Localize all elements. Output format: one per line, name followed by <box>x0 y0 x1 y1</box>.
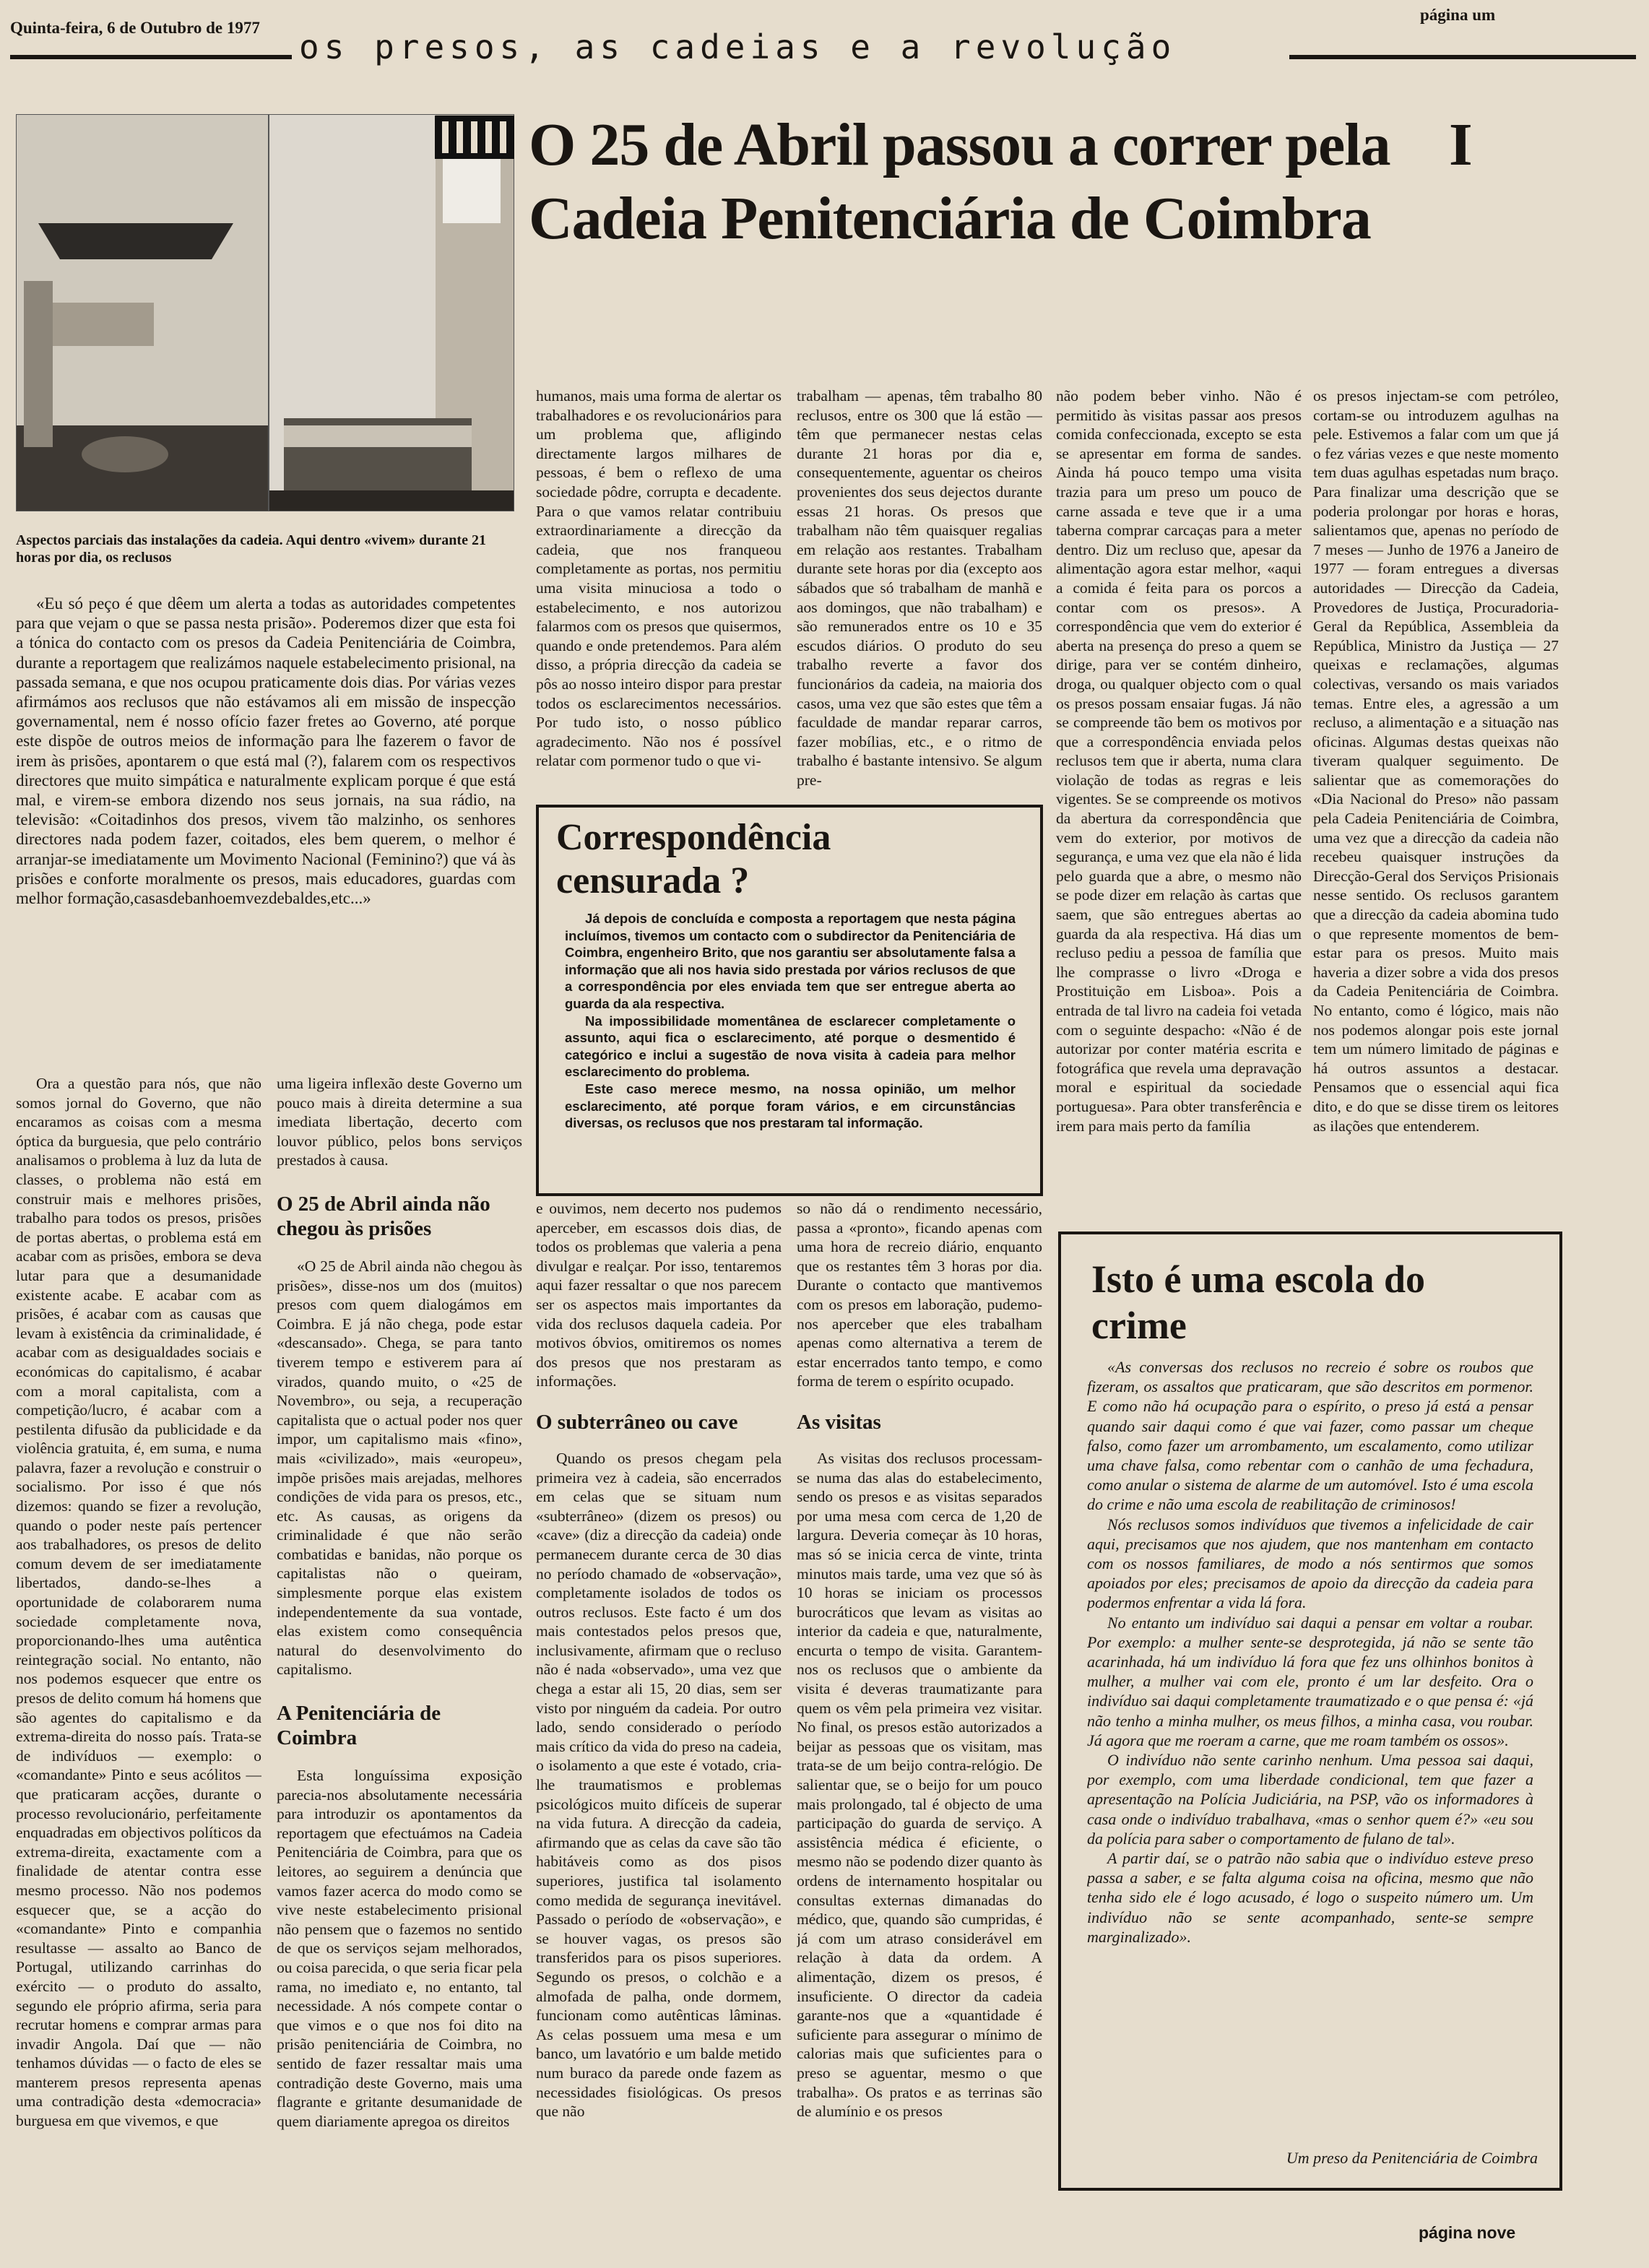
school-of-crime-body <box>1087 1357 1533 2123</box>
column-4-text: não podem beber vinho. Não é permitido às visitas passar aos presos comida confeccionada, excepto se esta se apresentar em forma de sandes. Ainda há pouco tempo uma visita trazia para um preso um pouco de carne assada e teve que ir a uma taberna comprar carcaças para a meter dentro. Diz um recluso que, apesar da alimentação agora estar melhor, «aqui a comida é feita para os porcos a contar com os presos». A correspondência que vem do exterior é aberta na presença do preso a quem se dirige, para ver se contém dinheiro, droga, ou qualquer objecto com o qual os presos possam ensaiar fugas. Já não se compreende tão bem os motivos por que a correspondência enviada pelos reclusos tem que ir aberta, numa clara violação de todas as regras e leis vigentes. Se se compreende os motivos da abertura da correspondência que vem do exterior, por motivos de segurança, e uma vez que ela não é lida pelo guarda que a abre, o mesmo não se pode dizer em relação às cartas que saem, que são entregues abertas ao guarda da ala respectiva. Há dias um recluso pediu a pessoa de família que lhe comprasse o livro «Droga e Prostituição em Lisboa». Pois a entrada de tal livro na cadeia foi vetada com o seguinte despacho: «Não é de autorizar por conter matéria escrita e fotográfica que revela uma depravação moral e espiritual da sociedade portuguesa». Para obter transferência e irem para mais perto da família <box>1056 387 1302 1135</box>
column-2-bottom-text-a: uma ligeira inflexão deste Governo um pouco mais à direita determine a sua imediata libertação, decerto com louvor público, pelos bons serviços prestados à causa. <box>277 1075 522 1169</box>
column-4-bottom-text-b: As visitas dos reclusos processam-se numa das alas do estabelecimento, sendo os presos e as visitas separados por uma mesa com cerca de 1,20 de largura. Deveria começar às 10 horas, mas só se inicia cerca de vinte, trinta minutos mais tarde, uma vez que só às 10 horas se iniciam os processos burocráticos que levam as visitas ao interior da cadeia e que, naturalmente, encurta o tempo de visita. Garantem-nos os reclusos que o ambiente da visita é deveras traumatizante para quem os vêm pela primeira vez visitar. No final, os presos estão autorizados a beijar as pessoas que os visitam, mas trata-se de um beijo contra-relógio. De salientar que, se o beijo for um pouco mais prolongado, tal é objecto de uma participação do guarda de serviço. A assistência médica é eficiente, o mesmo não se podendo dizer quanto às ordens de internamento hospitalar ou consultas externas dimanadas do médico, que, quando são cumpridas, é já com um atraso considerável em relação à data da ordem. A alimentação, dizem os presos, é insuficiente. O director da cadeia garante-nos que a «quantidade é suficiente para assegurar o mínimo de calorias mais que suficientes para o preso se aguentar, mesmo o que trabalha». Os pratos e as terrinas são de alumínio e os presos <box>797 1449 1042 2121</box>
correspondence-box-paragraph: Este caso merece mesmo, na nossa opinião, um melhor esclarecimento, até porque foram vários, e em circunstâncias diversas, os reclusos que nos prestaram tal informação. <box>565 1081 1016 1131</box>
column-2-top-text: humanos, mais uma forma de alertar os trabalhadores e os revolucionários para um problema que, afligindo directamente largos milhares de pessoas, é bem o reflexo de uma sociedade pôdre, corrupta e decadente. Para o que vamos relatar contribuiu extraordinariamente a direcção da cadeia, que nos franqueou completamente as portas, nos permitiu uma visita minuciosa a todo o estabelecimento, e nos autorizou falarmos com os presos que quisermos, quando e onde pretendemos. Para além disso, a própria direcção da cadeia se pôs ao nosso inteiro dispor para prestar todos os esclarecimentos necessários. Por tudo isto, o nosso público agradecimento. Não nos é possível relatar com pormenor tudo o que vi- <box>536 387 782 770</box>
correspondence-box-body <box>565 910 1016 1185</box>
column-5-text: os presos injectam-se com petróleo, cortam-se ou introduzem agulhas na pele. Estivemos a falar com um que já o fez várias vezes e que neste momento tem duas agulhas espetadas num braço. Para finalizar uma descrição que se poderia prolongar por horas e horas, salientamos que, apenas no período de 7 meses — Junho de 1976 a Janeiro de 1977 — foram entregues a diversas autoridades — Direcção da Cadeia, Provedores de Justiça, Procuradoria-Geral da República, Assembleia da República, Ministro da Justiça — 27 queixas e reclamações, algumas colectivas, versando os mais variados temas. Entre eles, a agressão a um recluso, a alimentação e a situação nas oficinas. Algumas destas queixas não tiveram qualquer seguimento. De salientar que as comemorações do «Dia Nacional do Preso» não passam pela Cadeia Penitenciária de Coimbra, uma vez que a direcção da cadeia não recebeu quaisquer instruções da Direcção-Geral dos Serviços Prisionais nesse sentido. Os reclusos garantem que a direcção da cadeia abomina tudo o que represente momentos de bem-estar para os presos. Muito mais haveria a dizer sobre a vida dos presos da Cadeia Penitenciária de Coimbra. No entanto, como é lógico, mais não nos podemos alongar pois este jornal tem um número limitado de páginas e há outros assuntos a destacar. Pensamos que o essencial aqui fica dito, e do que se disse tirem os leitores as ilações que entenderem. <box>1313 387 1559 1135</box>
correspondence-box <box>536 805 1043 1196</box>
column-1 <box>16 1074 261 2253</box>
subhead-25-abril: O 25 de Abril ainda não chegou às prisões <box>277 1192 490 1240</box>
school-of-crime-signature: Um preso da Penitenciária de Coimbra <box>1286 2149 1538 2167</box>
headline: O 25 de Abril passou a correr pela Cadeia Penitenciária de Coimbra <box>529 111 1390 252</box>
subhead-penitenciaria: A Penitenciária de Coimbra <box>277 1702 441 1750</box>
column-4-bottom <box>797 1199 1042 2254</box>
school-of-crime-paragraph: Nós reclusos somos indivíduos que tivemos a infelicidade de cair aqui, precisamos que nos ajudem, que nos mantenham em contacto com os nossos familiares, de modo a nós sentirmos que somos apoiados por eles; precisamos de apoio da direcção da cadeia para podermos enfrentar a vida lá fora. <box>1087 1515 1533 1612</box>
school-of-crime-paragraph: No entanto um indivíduo sai daqui a pensar em voltar a roubar. Por exemplo: a mulher sente-se desprotegida, já não se sente tão acarinhada, há um indivíduo lá fora que fez uns olhinhos bonitos à mulher, a mulher vai com ele, pronto é um lar desfeito. Ora o indivíduo sai daqui completamente traumatizado e o que pensa é: «já não tenho a minha mulher, os meus filhos, a minha casa, vou roubar. Já agora que me roeram a carne, que me roam também os ossos». <box>1087 1613 1533 1749</box>
column-2-bottom-text-b: «O 25 de Abril ainda não chegou às prisões», disse-nos um dos (muitos) presos com quem dialogámos em Coimbra. E já não chega, pode estar «descansado». Chega, se para tanto tiverem tempo e estiverem para aí virados, quando muito, o «25 de Novembro», ou seja, a recuperação capitalista que o actual poder nos quer impor, um capitalismo mais «fino», mais «civilizado», mais «europeu», impõe prisões mais arejadas, melhores condições de vida para os presos, etc., etc. As causas, as origens da criminalidade é que não serão combatidas e banidas, não porque os capitalistas não o queiram, simplesmente porque elas existem independentemente da sua vontade, elas existem como consequência natural do desenvolvimento do capitalismo. <box>277 1257 522 1679</box>
headline-part: I <box>1449 111 1473 178</box>
photo-caption: Aspectos parciais das instalações da cadeia. Aqui dentro «vivem» durante 21 horas por dia, os reclusos <box>16 532 486 566</box>
lead-paragraph: «Eu só peço é que dêem um alerta a todas as autoridades competentes para que vejam o que se passa nesta prisão». Poderemos dizer que esta foi a tónica do contacto com os presos da Cadeia Penitenciária de Coimbra, durante a reportagem que realizámos naquele estabelecimento prisional, na passada semana, e que nos ocupou praticamente dois dias. Por várias vezes afirmámos aos reclusos que não estávamos ali em missão de inspecção governamental, nem é nosso ofício fazer fretes ao Governo, até porque este dispõe de outros meios de informação para lhe fazerem o favor de irem às prisões, apontarem o que está mal (?), falarem com os respectivos directores que muito simpática e naturalmente explicam porque é que está mal, e virem-se embora dizendo nos seus jornais, na sua rádio, na televisão: «Coitadinhos dos presos, vivem tão malzinho, os senhores directores nada podem fazer, coitados, eles bem querem, o melhor é arranjar-se imediatamente um Movimento Nacional (Feminino?) que vá às prisões e conforte moralmente os presos, mais educadores, guardas com melhor formação,casasdebanhoemvezdebaldes,etc...» <box>16 594 516 908</box>
footer-page-label: página nove <box>1419 2223 1516 2242</box>
school-of-crime-paragraph: «As conversas dos reclusos no recreio é sobre os roubos que fizeram, os assaltos que praticaram, que são descritos em pormenor. E como não há ocupação para o espírito, o preso já está a pensar quando sair daqui como é que vai fazer, como passar um cheque falso, como fazer um arrombamento, um escalamento, como utilizar uma chave falsa, como rebentar com o canhão de uma fechadura, como anular o sistema de alarme de um automóvel. Isto é uma escola do crime e não uma escola de reabilitação de criminosos! <box>1087 1358 1533 1514</box>
school-of-crime-title: Isto é uma escola do crime <box>1091 1258 1425 1347</box>
header-page-label: página um <box>1420 6 1496 24</box>
column-3-bottom-text-b: Quando os presos chegam pela primeira vez à cadeia, são encerrados em celas que se situam num «subterrâneo» (dizem os presos) ou «cave» (diz a direcção da cadeia) onde permanecem durante cerca de 30 dias no período chamado de «observação», completamente isolados de todos os outros reclusos. Este facto é um dos mais contestados pelos presos que, inclusivamente, afirmam que o recluso não é nada «observado», uma vez que chega a estar ali 15, 20 dias, sem ser visto por ninguém da cadeia. Por outro lado, sendo considerado o período mais crítico da vida do preso na cadeia, o isolamento a que este é votado, cria-lhe traumatismos e problemas psicológicos muito difíceis de superar na vida futura. A direcção da cadeia, afirmando que as celas da cave são tão habitáveis como as dos pisos superiores, justifica tal isolamento como medida de segurança inevitável. Passado o período de «observação», e se houver vagas, os presos são transferidos para os pisos superiores. Segundo os presos, o colchão e a almofada de palha, onde dormem, funcionam como autênticas lâminas. As celas possuem uma mesa e um banco, um lavatório e um balde metido num buraco da parede onde fazem as necessidades fisiológicas. Os presos que não <box>536 1449 782 2121</box>
subhead-visitas: As visitas <box>797 1410 881 1434</box>
column-3-top-text: trabalham — apenas, têm trabalho 80 reclusos, entre os 300 que lá estão — têm que permanecer nestas celas durante 21 horas por dia e, consequentemente, aguentar os cheiros provenientes dos seus dejectos durante essas 21 horas. Os presos que trabalham não têm quaisquer regalias em relação aos restantes. Trabalham durante sete horas por dia (excepto aos sábados que só trabalham de manhã e aos domingos, que não trabalham) e são remunerados entre os 10 e 35 escudos diários. O produto do seu trabalho reverte a favor dos funcionários da cadeia, na maioria dos casos, uma vez que são estes que têm a faculdade de mandar reparar carros, fazer mobílias, etc., e o ritmo de trabalho é bastante intensivo. Se algum pre- <box>797 387 1042 789</box>
subhead-subterraneo: O subterrâneo ou cave <box>536 1410 738 1434</box>
column-1-text: Ora a questão para nós, que não somos jornal do Governo, que não encaramos as coisas com a mesma óptica da burguesia, que pelo contrário analisamos o problema à luz da luta de classes, o problema não está em construir mais e melhores prisões, trabalho para todos os presos, prisões de portas abertas, o problema está em acabar com as prisões, embora se deva lutar para que a desumanidade existente acabe. E acabar com as prisões, é acabar com as causas que levam à existência da criminalidade, é acabar com as desigualdades sociais e económicas do capitalismo, é acabar com a moral capitalista, com a competição/lucro, é acabar com a pestilenta difusão da publicidade e da violência gratuita, é, em suma, e numa palavra, fazer a revolução e construir o socialismo. Por isso é que nós dizemos: quando se fizer a revolução, quando o poder neste país pertencer aos trabalhadores, os presos de delito comum devem de ser imediatamente libertados, dando-se-lhes a oportunidade de colaborarem numa sociedade completamente nova, proporcionando-lhes uma autêntica reintegração social. No entanto, não nos podemos esquecer que entre os presos de delito comum há homens que são agentes do capitalismo e da extrema-direita do nosso país. Trata-se de indivíduos — exemplo: o «comandante» Pinto e seus acólitos — que praticaram acções, durante o processo revolucionário, perfeitamente enquadradas em objectivos políticos da extrema-direita, exactamente com a finalidade de atentar contra esse mesmo processo. Não nos podemos esquecer que, se a acção do «comandante» Pinto e companhia resultasse — assalto ao Banco de Portugal, utilizando carrinhas do exército — o produto do assalto, segundo ele próprio afirma, seria para recrutar homens e comprar armas para invadir Angola. Daí que — não tenhamos dúvidas — o facto de eles se manterem presos representa apenas uma contradição desta «democracia» burguesa em que vivemos, e que <box>16 1075 261 2130</box>
column-3-bottom <box>536 1199 782 2254</box>
column-5 <box>1313 386 1559 1243</box>
column-4 <box>1056 386 1302 1243</box>
column-4-bottom-text-a: so não dá o rendimento necessário, passa a «pronto», ficando apenas com uma hora de recreio diário, enquanto que os restantes têm 3 horas por dia. Durante o contacto que mantivemos com os presos em laboração, pudemo-nos aperceber que eles trabalham apenas como alternativa a terem de estar encerrados tanto tempo, e como forma de terem o espírito ocupado. <box>797 1200 1042 1390</box>
header-date: Quinta-feira, 6 de Outubro de 1977 <box>10 19 260 37</box>
column-2-top <box>536 386 782 798</box>
school-of-crime-paragraph: A partir daí, se o patrão não sabia que o indivíduo esteve preso passa a saber, e se falta alguma coisa na oficina, mesmo que não tenha sido ele é logo acusado, é logo o suspeito número um. Um indivíduo não se sente acompanhado, sente-se sempre marginalizado». <box>1087 1849 1533 1946</box>
column-2-bottom <box>277 1074 522 2253</box>
header-rule-right <box>1289 55 1636 59</box>
column-2-bottom-text-c: Esta longuíssima exposição parecia-nos absolutamente necessária para introduzir os apontamentos da reportagem que efectuámos na Cadeia Penitenciária de Coimbra, para que os leitores, ao seguirem a denúncia que vamos fazer acerca do modo como se vive neste estabelecimento prisional não pensem que o fazemos no sentido de que os serviços sejam melhorados, ou coisa parecida, o que seria ficar pela rama, no imediato e, no entanto, tal necessidade. A nós compete contar o que vimos e o que nos foi dito na prisão penitenciária de Coimbra, no sentido de fazer ressaltar mais uma contradição deste Governo, mais uma flagrante e gritante desumanidade de quem diariamente apregoa os direitos <box>277 1767 522 2130</box>
school-of-crime-box <box>1058 1232 1562 2191</box>
cell-bars-icon <box>435 116 514 159</box>
correspondence-box-paragraph: Já depois de concluída e composta a reportagem que nesta página incluímos, tivemos um contacto com o subdirector da Penitenciária de Coimbra, engenheiro Brito, que nos garantiu ser absolutamente falsa a informação que ali nos havia sido prestada por vários reclusos de que a correspondência por eles enviada tem que ser entregue aberta ao guarda da ala respectiva. <box>565 911 1016 1011</box>
prison-photo-left <box>16 114 269 511</box>
prison-photo-right <box>269 114 514 511</box>
column-3-top <box>797 386 1042 798</box>
article-lead <box>16 594 516 1068</box>
correspondence-box-paragraph: Na impossibilidade momentânea de esclarecer completamente o assunto, aqui fica o esclarecimento, até porque o desmentido é categórico e inclui a sugestão de nova visita à cadeia para melhor esclarecimento do problema. <box>565 1013 1016 1080</box>
section-banner: os presos, as cadeias e a revolução <box>299 27 1177 66</box>
school-of-crime-paragraph: O indivíduo não sente carinho nenhum. Uma pessoa sai daqui, por exemplo, com uma liberdade condicional, tem que fazer a apresentação na Polícia Judiciária, na PSP, vão os informadores à casa onde o indivíduo trabalhava, «mas o senhor quem é?» «eu sou da polícia para saber o comportamento de fulano de tal». <box>1087 1751 1533 1848</box>
column-3-bottom-text-a: e ouvimos, nem decerto nos pudemos aperceber, em escassos dois dias, de todos os problemas que valeria a pena divulgar e realçar. Por isso, tentaremos aqui fazer ressaltar o que nos parecem ser os aspectos mais importantes da vida dos reclusos daquela cadeia. Por motivos óbvios, omitiremos os nomes dos presos que nos prestaram as informações. <box>536 1200 782 1390</box>
header-rule-left <box>10 55 292 59</box>
correspondence-box-title: Correspondência censurada ? <box>556 817 831 901</box>
